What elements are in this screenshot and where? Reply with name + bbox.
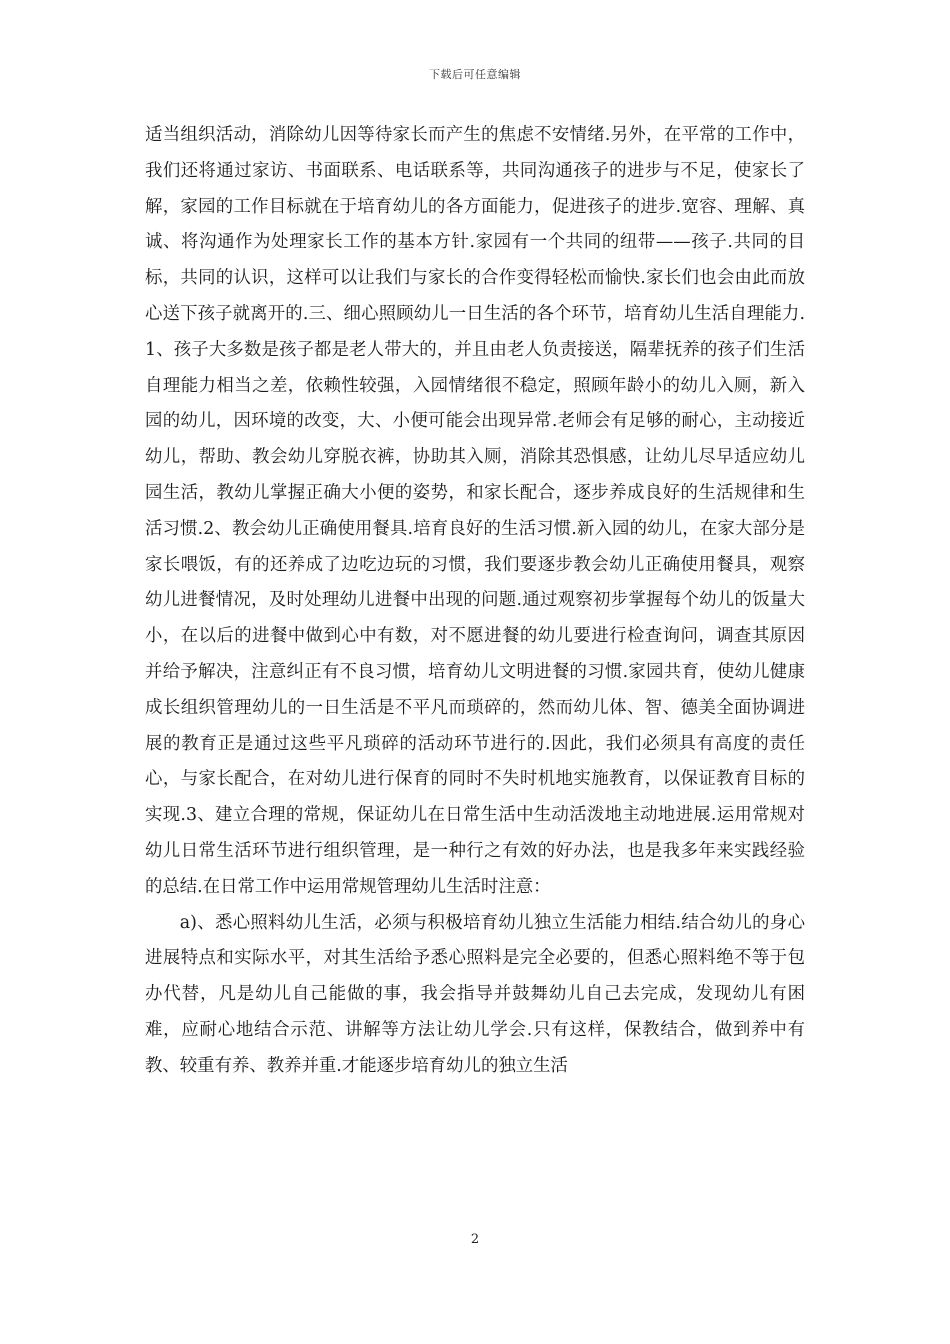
body-paragraph-2: a)、悉心照料幼儿生活，必须与积极培育幼儿独立生活能力相结.结合幼儿的身心进展特点和实际水平，对其生活给予悉心照料是完全必要的，但悉心照料绝不等于包办代替，凡是幼儿自己能做的事，我会指导并鼓舞幼儿自己去完成，发现幼儿有困难，应耐心地结合示范、讲解等方法让幼儿学会.只有这样，保教结合，做到养中有教、较重有养、教养并重.才能逐步培育幼儿的独立生活 — [145, 912, 805, 1076]
document-body — [145, 118, 805, 1085]
body-paragraph-1: 适当组织活动，消除幼儿因等待家长而产生的焦虑不安情绪.另外，在平常的工作中，我们还将通过家访、书面联系、电话联系等，共同沟通孩子的进步与不足，使家长了解，家园的工作目标就在于培育幼儿的各方面能力，促进孩子的进步.宽容、理解、真诚、将沟通作为处理家长工作的基本方针.家园有一个共同的纽带——孩子.共同的目标，共同的认识，这样可以让我们与家长的合作变得轻松而愉快.家长们也会由此而放心送下孩子就离开的.三、细心照顾幼儿一日生活的各个环节，培育幼儿生活自理能力.1、孩子大多数是孩子都是老人带大的，并且由老人负责接送，隔辈抚养的孩子们生活自理能力相当之差，依赖性较强，入园情绪很不稳定，照顾年龄小的幼儿入厕，新入园的幼儿，因环境的改变，大、小便可能会出现异常.老师会有足够的耐心，主动接近幼儿，帮助、教会幼儿穿脱衣裤，协助其入厕，消除其恐惧感，让幼儿尽早适应幼儿园生活，教幼儿掌握正确大小便的姿势，和家长配合，逐步养成良好的生活规律和生活习惯.2、教会幼儿正确使用餐具.培育良好的生活习惯.新入园的幼儿，在家大部分是家长喂饭，有的还养成了边吃边玩的习惯，我们要逐步教会幼儿正确使用餐具，观察幼儿进餐情况，及时处理幼儿进餐中出现的问题.通过观察初步掌握每个幼儿的饭量大小，在以后的进餐中做到心中有数，对不愿进餐的幼儿要进行检查询问，调查其原因并给予解决，注意纠正有不良习惯，培育幼儿文明进餐的习惯.家园共育，使幼儿健康成长组织管理幼儿的一日生活是不平凡而琐碎的，然而幼儿体、智、德美全面协调进展的教育正是通过这些平凡琐碎的活动环节进行的.因此，我们必须具有高度的责任心，与家长配合，在对幼儿进行保育的同时不失时机地实施教育，以保证教育目标的实现.3、建立合理的常规，保证幼儿在日常生活中生动活泼地主动地进展.运用常规对幼儿日常生活环节进行组织管理，是一种行之有效的好办法，也是我多年来实践经验的总结.在日常工作中运用常规管理幼儿生活时注意： — [145, 125, 805, 897]
page-number: 2 — [470, 1232, 480, 1247]
header-note: 下载后可任意编辑 — [429, 68, 521, 81]
